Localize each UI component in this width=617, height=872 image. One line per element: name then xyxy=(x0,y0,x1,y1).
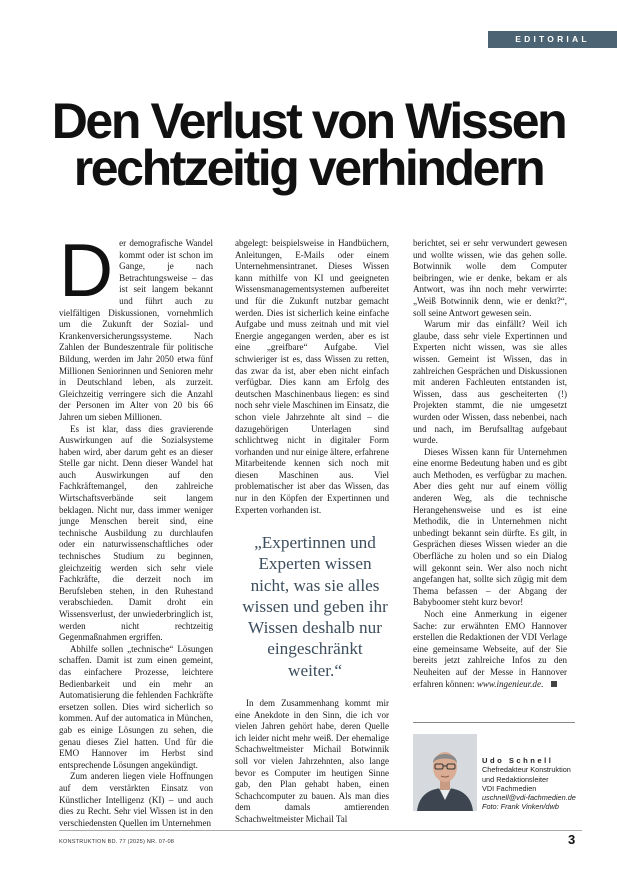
headline-line-2: rechtzeitig verhindern xyxy=(73,140,544,196)
author-photo xyxy=(413,734,477,811)
paragraph xyxy=(413,609,567,690)
paragraph: Zum anderen liegen viele Hoffnungen auf dem verstärkten Einsatz von Künstlicher Intelligenz (KI) – und auch dies zu Recht. Sehr viel Wissen ist in den verschiedensten Quellen im Unternehmen xyxy=(59,771,213,828)
author-name: Udo Schnell xyxy=(482,756,554,765)
link-period: . xyxy=(540,678,544,689)
headline-line-1: Den Verlust von Wissen xyxy=(51,93,566,149)
author-divider xyxy=(413,722,575,723)
article-column-1 xyxy=(59,228,213,829)
section-tab: EDITORIAL xyxy=(488,31,617,48)
author-box xyxy=(482,756,612,812)
website-link[interactable]: www.ingenieur.de xyxy=(476,678,541,689)
paragraph-text: Noch eine Anmerkung in eigener Sache: zur erwähnten EMO Hannover erstellen die Redaktionen der VDI Verlage eine gemeinsame Webseite, auf der Sie bereits jetzt zahlreiche Infos zu den Neuheiten auf der Messe in Hannover erfahren können: xyxy=(413,609,567,689)
article-column-2-continued xyxy=(235,698,389,826)
author-organization: VDI Fachmedien xyxy=(482,783,537,793)
article-column-3 xyxy=(413,238,567,690)
author-role: Chefredakteur Konstruktion xyxy=(482,765,571,775)
paragraph xyxy=(59,228,213,424)
paragraph: abgelegt: beispielsweise in Handbüchern, Anleitungen, E-Mails oder einem Unternehmensintranet. Dieses Wissen kann mithilfe von KI und geeigneten Wissensmanagementsystemen aufbereitet und für die Zukunft nutzbar gemacht werden. Dies ist sicherlich keine einfache Aufgabe und muss zeitnah und mit viel Energie angegangen werden, aber es ist eine „greifbare“ Aufgabe. Viel schwieriger ist es, dass Wissen zu retten, das zwar da ist, aber eben nicht einfach verfügbar. Dies kann am Erfolg des deutschen Maschinenbaus liegen: es sind noch sehr viele Maschinen im Einsatz, die schon viele Jahrzehnte alt sind – die dazugehörigen Unterlagen sind schlichtweg nicht in digitaler Form vorhanden und nur einige ältere, erfahrene Mitarbeitende kennen sich noch mit diesen Maschinen aus. Viel problematischer ist aber das Wissen, das nur in den Köpfen der Expertinnen und Experten vorhanden ist. xyxy=(235,238,389,515)
paragraph: Warum mir das einfällt? Weil ich glaube, dass sehr viele Expertinnen und Experten nicht wissen, was sie alles wissen. Gemeint ist Wissen, das in zahlreichen Gesprächen und Diskussionen mit anderen Fachleuten entstanden ist, Wissen, dass aus gescheiterten (!) Projekten stammt, die nie umgesetzt wurden oder Wissen, dass nebenbei, nach und nach, im Berufsalltag aufgebaut wurde. xyxy=(413,319,567,446)
paragraph: Dieses Wissen kann für Unternehmen eine enorme Bedeutung haben und es gibt auch Methoden, es verfügbar zu machen. Aber dies geht nur auf einem völlig anderen Weg, als die technische Herangehensweise und es ist eine Methodik, die in Unternehmen nicht unbedingt bekannt sein dürfte. Es gilt, in Gesprächen dieses Wissen wieder an die Oberfläche zu holen und so ein Dialog will gekonnt sein. Wer also noch nicht angefangen hat, sollte sich zügig mit dem Thema befassen – der Abgang der Babyboomer steht kurz bevor! xyxy=(413,446,567,608)
drop-cap: D xyxy=(59,228,114,312)
page-number: 3 xyxy=(568,832,576,847)
journal-citation: KONSTRUKTION BD. 77 (2025) NR. 07-08 xyxy=(59,839,175,845)
end-of-article-mark xyxy=(551,681,557,687)
paragraph: berichtet, sei er sehr verwundert gewesen und wollte wissen, wie das gehen solle. Botwinnik wolle dem Computer beibringen, wie er denke, bekam er als Antwort, was ihn noch mehr verwirrte: „Weiß Botwinnik denn, wie er denkt?“, soll seine Antwort gewesen sein. xyxy=(413,238,567,318)
article-column-2 xyxy=(235,238,389,516)
paragraph: Es ist klar, dass dies gravierende Auswirkungen auf die Sozialsysteme haben wird, aber darum geht es an dieser Stelle gar nicht. Denn dieser Wandel hat auch Auswirkungen auf den Fachkräftemangel, den zahlreiche Wirtschaftsverbände seit langem beklagen. Nicht nur, dass immer weniger junge Menschen bereit sind, eine technische Ausbildung zu durchlaufen oder ein naturwissenschaftliches oder technisches Studium zu beginnen, gleichzeitig werden sich sehr viele Fachkräfte, die derzeit noch im Berufsleben stehen, in den Ruhestand verabschieden. Damit droht ein Wissensverlust, der unwiederbringlich ist, werden nicht rechtzeitig Gegenmaßnahmen ergriffen. xyxy=(59,423,213,643)
author-role-2: und Redaktionsleiter xyxy=(482,774,549,784)
paragraph: Abhilfe sollen „technische“ Lösungen schaffen. Damit ist zum einen gemeint, das einfachere Prozesse, leichtere Bedienbarkeit und ein mehr an Automatisierung die fehlenden Fachkräfte ersetzen sollen. Dies wird sicherlich so kommen. Auf der automatica in München, gab es einige Lösungen zu sehen, die genau dieses Ziel hatten. Und für die EMO Hannover im Herbst sind entsprechende Lösungen angekündigt. xyxy=(59,643,213,770)
footer-divider xyxy=(59,830,582,831)
paragraph: In dem Zusammenhang kommt mir eine Anekdote in den Sinn, die ich vor vielen Jahren gehört habe, deren Quelle ich leider nicht mehr weiß. Der ehemalige Schachweltmeister Michail Botwinnik soll vor vielen Jahrzehnten, also lange bevor es Computer im heutigen Sinne gab, den Plan gehabt haben, einen Schachcomputer zu bauen. Als man dies dem damals amtierenden Schachweltmeister Michail Tal xyxy=(235,698,389,824)
author-email[interactable]: uschnell@vdi-fachmedien.de xyxy=(482,793,576,803)
author-portrait-image xyxy=(413,734,477,811)
article-headline xyxy=(0,93,617,196)
paragraph-text: er demografische Wandel kommt oder ist schon im Gange, je nach Betrachtungsweise – das ist seit langem bekannt und führt auch zu vielfältigen Diskussionen, vornehmlich um die Zukunft der Sozial- und Krankenversicherungssysteme. Nach Zahlen der Bundeszentrale für politische Bildung, werden im Jahr 2050 etwa fünf Millionen Seniorinnen und Senioren mehr in Deutschland leben, als zurzeit. Gleichzeitig verringere sich die Anzahl der Personen im Alter von 20 bis 66 Jahren um sieben Millionen. xyxy=(59,238,213,422)
pull-quote: „Expertinnen und Experten wissen nicht, was sie alles wissen und geben ihr Wissen deshalb nur eingeschränkt weiter.“ xyxy=(242,533,388,680)
photo-credit: Foto: Frank Vinken/dwb xyxy=(482,802,559,812)
